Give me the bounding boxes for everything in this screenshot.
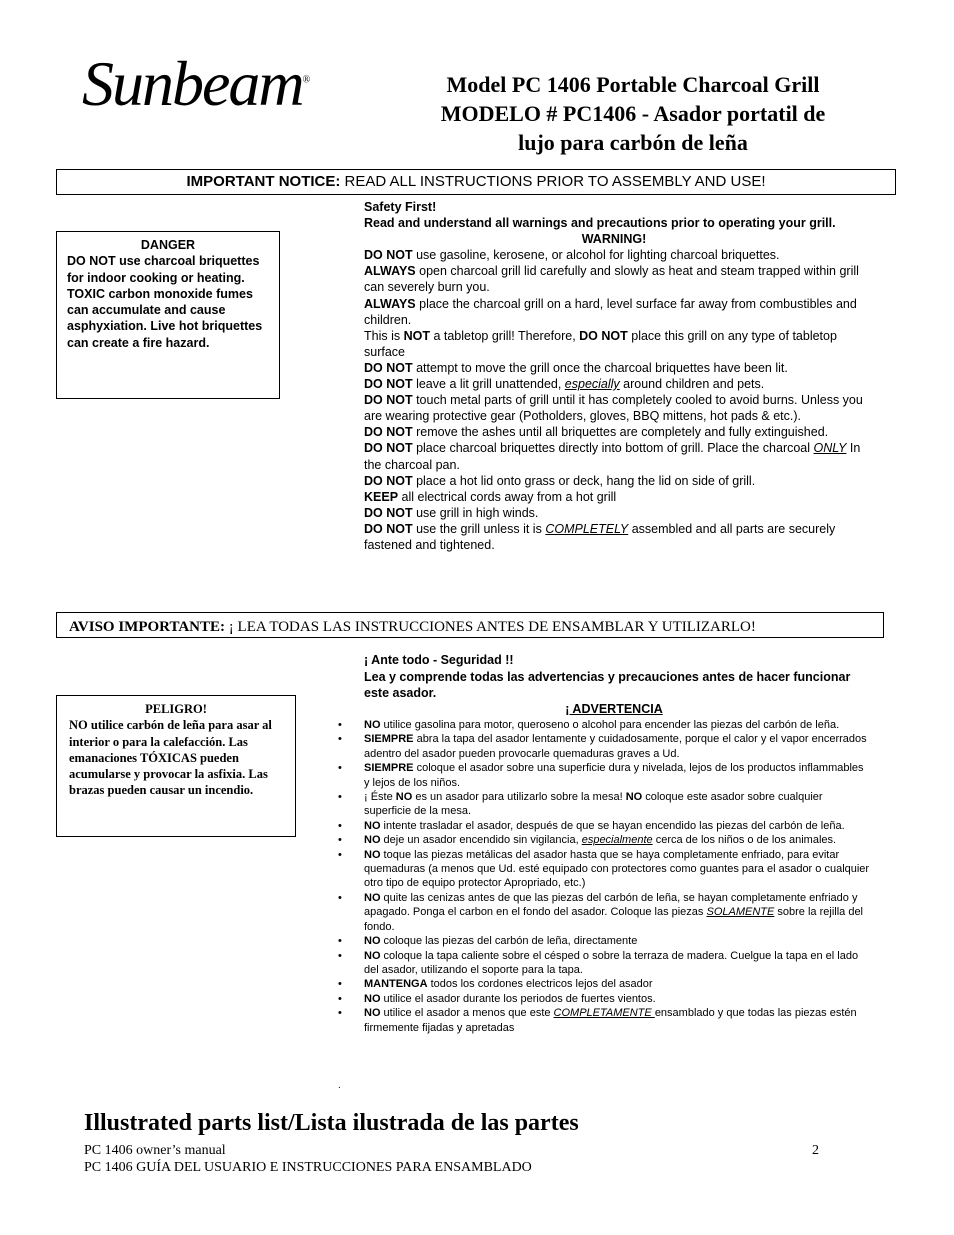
warning-item [336,848,871,891]
warning-item-em: especialmente [581,834,653,847]
warning-item-text: utilice el asador durante los periodos de fuertes vientos. [380,992,656,1005]
warning-item-lead2: NO [625,791,643,804]
warning-item [364,376,864,392]
warning-item-lead: NO [364,949,381,962]
warning-item-pre: This is [364,328,404,343]
warning-item-text: all electrical cords away from a hot grill [398,489,617,504]
notice-label: IMPORTANT NOTICE: [186,173,341,190]
warning-list [364,247,864,553]
warning-item-lead: NO [364,834,381,847]
warning-item-em: SOLAMENTE [706,906,775,919]
warning-item [336,891,871,934]
warning-item-em: COMPLETAMENTE [553,1007,655,1020]
warning-item [364,360,864,376]
aviso-importante-box [56,612,884,638]
danger-box [56,231,280,399]
advertencia-heading: ¡ ADVERTENCIA [565,702,663,716]
notice-text: READ ALL INSTRUCTIONS PRIOR TO ASSEMBLY AND USE! [340,173,766,190]
warning-item-text: deje un asador encendido sin vigilancia, [380,834,582,847]
warning-item [336,761,871,790]
warning-item-text: todos los cordones electricos lejos del asador [427,978,653,991]
warning-item [336,977,871,991]
warning-item-pre: ¡ Éste [364,791,396,804]
lea-comprende: Lea y comprende todas las advertencias y precauciones antes de hacer funcionar este asador. [364,669,851,700]
warning-item-text: leave a lit grill unattended, [412,377,565,392]
warning-item-lead: SIEMPRE [364,733,414,746]
footer-guia: PC 1406 GUÍA DEL USUARIO E INSTRUCCIONES PARA ENSAMBLADO [84,1160,532,1171]
warning-item-em: COMPLETELY [545,521,629,536]
warning-item-lead: MANTENGA [364,978,428,991]
warning-item-text: place a hot lid onto grass or deck, hang the lid on side of grill. [412,473,756,488]
warning-item [364,505,864,521]
warning-item [336,732,871,761]
warning-item-lead: NO [364,848,381,861]
warning-item-lead: DO NOT [364,441,413,456]
peligro-body: NO utilice carbón de leña para asar al interior o para la calefacción. Las emanaciones TÓXICAS pueden acumularse y provocar la asfixia. Las brazas pueden causar un incendio. [69,718,272,798]
aviso-text: ¡ LEA TODAS LAS INSTRUCCIONES ANTES DE ENSAMBLAR Y UTILIZARLO! [225,619,756,635]
warning-item-lead: DO NOT [364,360,413,375]
warning-item-lead: NO [364,719,381,731]
warning-item [364,489,864,505]
warning-item-lead: ALWAYS [364,296,416,311]
parts-heading: Illustrated parts list/Lista ilustrada de las partes [84,1110,579,1136]
warning-item-lead: ALWAYS [364,264,416,279]
warning-item-text: coloque la tapa caliente sobre el césped o sobre la terraza de madera. Cuelgue la tapa en el lado del asador, utilizando el soporte para la tapa. [364,949,859,976]
trailing-dot: . [338,1080,341,1091]
warnings-english [364,199,864,553]
warning-item [336,718,871,732]
warning-item [336,992,871,1006]
warning-item-text2: place this grill on any type of tabletop surface [364,328,837,359]
warning-item [364,440,864,472]
page-title [410,70,856,157]
warning-item-text: place charcoal briquettes directly into bottom of grill. Place the charcoal [412,441,814,456]
danger-heading: DANGER [140,238,196,252]
warning-item-lead: DO NOT [364,473,413,488]
warnings-spanish-intro [364,652,864,702]
warning-item-text: toque las piezas metálicas del asador hasta que se haya completamente enfriado, para evitar quemaduras (a menos que Ud. esté equipado con protectores como guantes para el asador o cualquier otro tipo de equipo protector Apropriado, etc.) [364,848,870,890]
warning-item-lead: NOT [403,328,430,343]
warning-item [336,790,871,819]
warning-item-lead: NO [395,791,413,804]
warning-item-em: especially [564,377,620,392]
warning-item-text: quite las cenizas antes de que las piezas del carbón de leña, se hayan completamente enfriado y apagado. Ponga el carbon en el fondo del asador. Coloque las piezas [364,891,858,919]
advertencia-list [336,718,871,1035]
warning-item-em: ONLY [813,441,847,456]
read-understand: Read and understand all warnings and precautions prior to operating your grill. [364,216,836,231]
safety-first: Safety First! [364,200,437,214]
warning-item [364,392,864,424]
warning-item-lead: NO [364,992,381,1005]
warning-item-text: coloque las piezas del carbón de leña, directamente [380,935,638,948]
warning-item-lead: DO NOT [364,505,413,520]
warning-item [336,1006,871,1035]
warning-item-text2: ensamblado y que todas las piezas estén firmemente fijadas y apretadas [364,1007,857,1034]
peligro-heading: PELIGRO! [145,702,207,716]
warning-item [364,247,864,263]
warning-item-text2: around children and pets. [619,377,765,392]
title-line-1: Model PC 1406 Portable Charcoal Grill [446,72,820,97]
warning-item-lead: NO [364,891,381,904]
warning-item-text2: In the charcoal pan. [364,441,861,472]
warning-item [336,833,871,847]
warning-item-lead: NO [364,935,381,948]
peligro-box [56,695,296,837]
warning-item-lead2: DO NOT [579,328,628,343]
title-line-2: MODELO # PC1406 - Asador portatil de [440,101,826,126]
warning-item-text: use grill in high winds. [412,505,539,520]
warning-item-text: a tabletop grill! Therefore, [429,328,580,343]
warning-item-lead: DO NOT [364,393,413,408]
warning-item-text: utilice el asador a menos que este [380,1007,554,1020]
warning-item [364,473,864,489]
warning-item-text: place the charcoal grill on a hard, level surface far away from combustibles and children. [364,296,857,327]
warning-item-lead: DO NOT [364,425,413,440]
important-notice-box [56,169,896,195]
warning-item [336,949,871,978]
warning-item-text: utilice gasolina para motor, queroseno o alcohol para encender las piezas del carbón de leña. [380,719,840,731]
warning-item [336,819,871,833]
warning-item-lead: NO [364,819,381,832]
warning-item [364,296,864,328]
warning-item-text: touch metal parts of grill until it has completely cooled to avoid burns. Unless you are wearing protective gear (Potholders, gloves, BBQ mittens, hot pads & etc.). [364,393,863,424]
warning-item-text: use the grill unless it is [412,521,546,536]
warning-item-text: intente trasladar el asador, después de que se hayan encendido las piezas del carbón de leña. [380,819,845,832]
warning-item-lead: DO NOT [364,248,413,263]
sunbeam-logo: Sunbeam® [82,48,309,119]
warning-item [336,934,871,948]
footer-manual: PC 1406 owner’s manual [84,1143,226,1158]
warning-item-text: attempt to move the grill once the charcoal briquettes have been lit. [412,360,788,375]
ante-todo: ¡ Ante todo - Seguridad !! [364,653,514,667]
aviso-label: AVISO IMPORTANTE: [69,619,226,635]
warning-item-lead: NO [364,1007,381,1020]
warning-item-lead: DO NOT [364,521,413,536]
warning-item-text: use gasoline, kerosene, or alcohol for lighting charcoal briquettes. [412,248,780,263]
warning-item-text: open charcoal grill lid carefully and slowly as heat and steam trapped within grill can severely burn you. [364,264,859,295]
warning-item-text: es un asador para utilizarlo sobre la mesa! [412,791,626,804]
warning-item-lead: SIEMPRE [364,762,414,775]
warning-item-lead: KEEP [364,489,399,504]
warning-item [364,263,864,295]
warning-item [364,521,864,553]
warning-item-text: remove the ashes until all briquettes are completely and fully extinguished. [412,425,829,440]
warning-item [364,424,864,440]
warning-item-text2: cerca de los niños o de los animales. [652,834,837,847]
title-line-3: lujo para carbón de leña [518,130,748,155]
warning-item-text2: coloque este asador sobre cualquier superficie de la mesa. [364,791,823,818]
warning-heading: WARNING! [581,232,647,247]
warning-item-text: coloque el asador sobre una superficie dura y nivelada, lejos de los productos inflammables y lejos de los niños. [364,762,864,789]
warning-item-text: abra la tapa del asador lentamente y cuidadosamente, porque el calor y el vapor encerrados adentro del asador pueden provocarle quemaduras graves a Ud. [364,733,867,760]
page-number: 2 [812,1143,819,1158]
warning-item-text2: sobre la rejilla del fondo. [364,906,863,933]
warning-item [364,328,864,360]
warning-item-text2: assembled and all parts are securely fastened and tightened. [364,521,836,552]
danger-body: DO NOT use charcoal briquettes for indoor cooking or heating. TOXIC carbon monoxide fumes can accumulate and cause asphyxiation. Live hot briquettes can create a fire hazard. [67,254,263,350]
warning-item-lead: DO NOT [364,377,413,392]
